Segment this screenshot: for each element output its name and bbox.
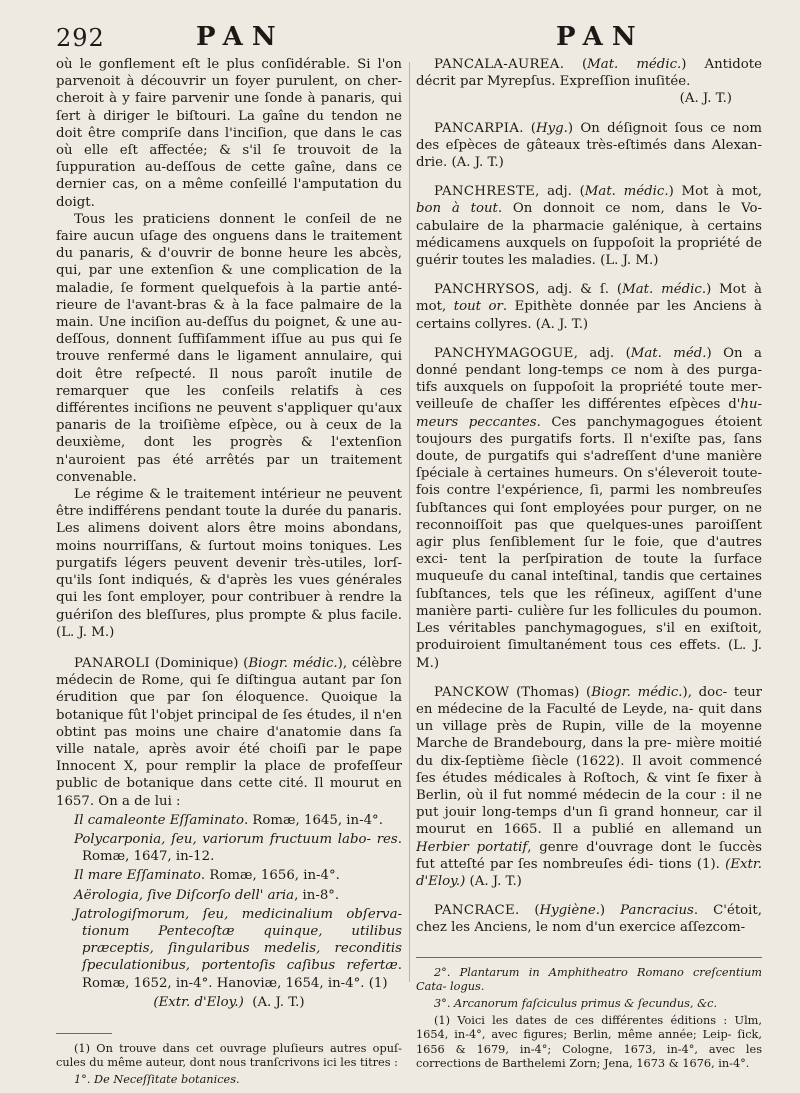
entry-panchreste: PANCHRESTE, adj. (Mat. médic.) Mot à mot, bon à tout. On donnoit ce nom, dans le Vo- cabulaire de la pharmacie galénique, à certains médicamens auxquels on ſuppoſoit la propriété de guérir toutes les maladies. (L. J. M.) [416,184,762,269]
paragraph-3-signature: (L. J. M.) [56,624,115,640]
signature: (L. J. M.) [600,253,659,269]
footnote-2: 2°. Plantarum in Amphitheatro Romano creſcentium Cata- logus. [416,965,762,993]
footnote-rule [56,1033,112,1034]
page-header [56,22,744,56]
bib-title: Il camaleonte Eſſaminato [74,812,244,828]
entry-pancala-aurea: PANCALA-AUREA. (Mat. médic.) Antidote décrit par Myrepſus. Expreſſion inuſitée. [416,57,762,90]
headword-panchymagogue: PANCHYMAGOGUE [434,345,574,361]
left-footnotes [56,1042,402,1088]
running-head-right: PAN [556,22,645,52]
paragraph-1: où le gonflement eſt le plus conſidérable. Si l'on parvenoit à découvrir un foyer purulent, on cher- cheroit à y faire parvenir une ſonde à panaris, qui ſert à diriger le biſtouri. La gaîne du tendon ne doit être compriſe dans l'inciſion, que dans le cas où elle eſt affectée; & s'il ſe trouvoit de la ſuppuration au-deſſous de cette gaîne, dans ce dernier cas, on a même conſeillé l'amputation du doigt. [56,57,402,210]
footnote-4: (1) Voici les dates de ces différentes éditions : Ulm, 1654, in-4°, avec figures; Berlin, même année; Leip- ſick, 1656 & 1679, in-4°; Cologne, 1673, in-4°, avec les corrections de Barthelemi Zorn; Jena, 1673 & 1676, in-4°. [416,1014,762,1070]
category-label: Hyg. [535,120,568,136]
panaroli-name: (Dominique) ( [149,655,249,671]
source-credit: (Extr. d'Eloy.) [416,856,763,889]
headword-panaroli: PANAROLI [74,655,150,671]
paragraph-3 [56,486,402,641]
signature: (A. J. T.) [535,316,589,332]
category-label: Mat. médic. [587,57,682,72]
entry-panchrysos: PANCHRYSOS, adj. & ſ. (Mat. médic.) Mot à mot, tout or. Epithète donnée par les Anciens à certains collyres. (A. J. T.) [416,282,762,332]
column-divider [409,62,410,982]
footnote-1: (1) On trouve dans cet ouvrage pluſieurs autres opuſ- cules du même auteur, dont nous tranſcrivons ici les titres : [56,1041,402,1070]
category-label: Mat. méd. [630,345,707,361]
headword-panchrysos: PANCHRYSOS [434,282,536,298]
right-footnotes [416,966,762,1071]
page-number: 292 [56,24,105,52]
bibliography-item [56,831,402,865]
headword-pancarpia: PANCARPIA [434,120,520,136]
footnote-rule [416,957,762,958]
bib-details: . Romæ, 1647, in-12. [82,831,402,865]
entry-panckow: PANCKOW (Thomas) (Biogr. médic.), doc- teur en médecine de la Faculté de Leyde, na- quit dans un village près de Rupin, ville de la moyenne Marche de Brandebourg, dans la pre- mière moitié du dix-ſeptième ſiècle (1622). Il avoit commencé ſes études médicales à Roſtoch, & vint ſe fixer à Berlin, où il fut nommé médecin de la cour : il ne put jouir long-temps d'un ſi grand honneur, car il mourut en 1665. Il a publié en allemand un Herbier portatif, genre d'ouvrage dont le ſuccès fut atteſté par ſes nombreuſes édi- tions (1). (Extr. d'Eloy.) (A. J. T.) [416,684,763,889]
category-label: Mat. médic. [622,282,707,298]
category-label: Mat. médic. [584,184,669,200]
signature: (L. J. M.) [416,638,762,671]
paragraph-3-text: Le régime & le traitement intérieur ne peuvent être indifférens pendant toute la durée du panaris. Les alimens doivent alors être moins abondans, moins nourriſſans, & ſurtout moins toniques. Les purgatifs légers peuvent devenir très-utiles, lorſ- qu'ils ſont indiqués, & d'après les vues générales qui les ſont employer, pour contribuer à rendre la guériſon des bleſſures, plus prompte & plus facile. [56,487,402,623]
bibliography-item [56,867,402,884]
signature: (A. J. T.) [679,91,732,107]
signature: (A. J. T.) [469,873,522,889]
running-head-left: PAN [196,22,285,52]
bibliography-item [56,906,402,992]
bibliography-item [56,887,402,904]
footnote-3: 3°. Arcanorum faſciculus primus & ſecundus, &c. [434,996,718,1010]
signature: (A. J. T.) [451,155,504,171]
bib-title: Il mare Eſſaminato [74,868,201,884]
bib-title: Jatrologiſmorum, ſeu, medicinalium obſerva- tionum Pentecoſtæ quinque, utilibus præceptis, ſingularibus medelis, reconditis ſpeculationibus, portentoſis caſibus refertæ [74,906,402,974]
bib-details: . Romæ, 1656, in-4°. [200,868,340,884]
bib-details: , in-8°. [294,887,340,903]
headword-panckow: PANCKOW [434,684,510,700]
category-label: Biogr. médic. [591,684,683,700]
entry-panaroli [56,655,402,810]
panaroli-category: Biogr. médic. [248,655,338,671]
headword-pancala-aurea: PANCALA-AUREA [434,57,560,72]
bib-title: Polycarponia, ſeu, variorum fructuum labo- res [74,831,398,847]
bib-title: Aërologia, ſive Diſcorſo dell' aria [74,887,295,903]
entry-pancrace: PANCRACE. (Hygiène.) Pancracius. C'étoit, chez les Anciens, le nom d'un exercice aſſezcom- [416,903,762,936]
footnote-1-item: 1°. De Neceſſitate botanices. [74,1073,240,1087]
headword-pancrace: PANCRACE [434,903,516,919]
entry-pancarpia: PANCARPIA. (Hyg.) On déſignoit ſous ce nom des eſpèces de gâteaux très-eſtimés dans Alexan- drie. (A. J. T.) [416,120,762,171]
headword-panchreste: PANCHRESTE [434,184,536,200]
bibliography-item [56,812,402,829]
source-credit: (Extr. d'Eloy.) [153,994,244,1010]
paragraph-2: Tous les praticiens donnent le conſeil de ne faire aucun uſage des onguens dans le traitement du panaris, & d'ouvrir de bonne heure les abcès, qui, par une extenſion & une complication de la maladie, ſe forment quelquefois à la partie anté- rieure de l'avant-bras & à la face palmaire de la main. Une inciſion au-deſſus du poignet, & une au-deſſous, donnent ſuffiſamment iſſue au pus qui ſe trouve renfermé dans le ligament annulaire, qui doit être reſpecté. Il nous paroît inutile de remarquer que les conſeils relatifs à ces différentes inciſions ne peuvent s'appliquer qu'aux panaris de la troiſième eſpèce, ou à ceux de la deuxième, dont les progrès & l'extenſion n'auroient pas été arrêtés par un traitement convenable. [56,211,402,485]
bib-details: . Romæ, 1652, in-4°. Hanoviæ, 1654, in-4°. (1) [82,958,402,991]
bib-details: . Romæ, 1645, in-4°. [243,812,383,828]
panaroli-text: ), célèbre médecin de Rome, qui ſe diſtingua autant par ſon érudition que par ſon éloquence. Quoique la botanique fût l'objet principal de ſes études, il n'en obtint pas moins une chaire d'anatomie dans ſa ville natale, après avoir été choiſi par le pape Innocent X, pour remplir la place de profeſſeur public de botanique dans cette cité. Il mourut en 1657. On a de lui : [56,655,402,809]
category-label: Hygiène. [539,903,600,919]
right-column [416,56,762,1074]
entry-panchymagogue: PANCHYMAGOGUE, adj. (Mat. méd.) On a donné pendant long-temps ce nom à des purga- tifs auxquels on ſuppoſoit la propriété toute mer- veilleuſe de chaſſer les différentes eſpèces d'hu- meurs peccantes. Ces panchymagogues étoient toujours des purgatifs forts. Il n'exiſte pas, ſans doute, de purgatifs qui s'adreſſent d'une manière ſpéciale à certaines humeurs. On s'éleveroit toute- fois contre l'expérience, ſi, parmi les nombreuſes ſubſtances qui ſont employées pour purger, on ne reconnoiſſoit pas que quelques-unes paroiſſent agir plus ſenſiblement ſur le foie, que d'autres exci- tent la perſpiration de toute la ſurface muqueuſe du canal inteſtinal, tandis que certaines ſubſtances, tels que les réſineux, agiſſent d'une manière parti- culière ſur les follicules du poumon. Les véritables panchymagogues, s'il en exiſtoit, produiroient ſimultanément tous ces effets. (L. J. M.) [416,345,762,671]
source-signature: (A. J. T.) [252,994,305,1010]
left-column [56,56,402,1091]
bibliography-source [56,994,402,1011]
